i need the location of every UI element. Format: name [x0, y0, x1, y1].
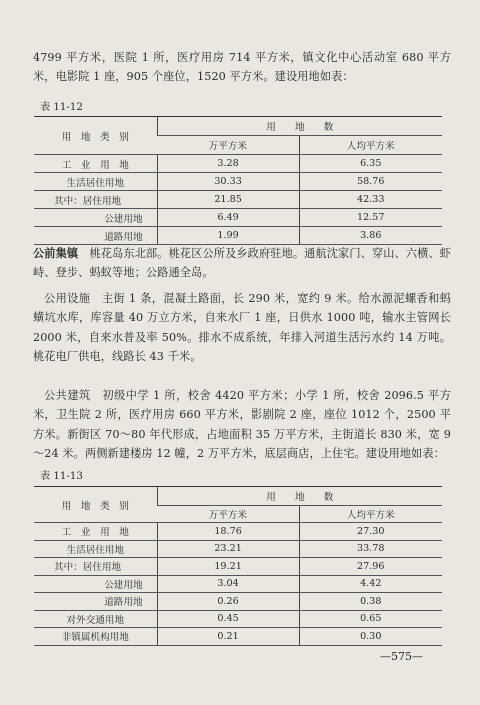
row-category: 道路用地: [34, 593, 157, 611]
row-area: 21.85: [157, 191, 299, 209]
table-row: [34, 227, 442, 245]
row-area: 0.45: [157, 610, 299, 628]
row-area: 0.21: [157, 628, 299, 646]
row-category: 工 业 用 地: [34, 523, 157, 541]
row-per-capita: 33.78: [299, 540, 442, 558]
header-col-area: 万平方米: [157, 506, 299, 523]
row-per-capita: 0.65: [299, 610, 442, 628]
row-area: 19.21: [157, 558, 299, 576]
section-text: 主街 1 条，混凝土路面，长 290 米，宽约 9 米。给水源泥螺香和蚂蟥坑水库，库容量 40 万立方米，自来水厂 1 座，日供水 1000 吨，输水主管网长 2000 米，自来水普及率 50%。排水不成系统，年排入河道生活污水约 14 万吨。桃花电厂供电，线路长 43 千米。: [33, 292, 452, 363]
row-per-capita: 42.33: [299, 191, 442, 209]
table-row: [34, 628, 442, 646]
table-row: [34, 173, 442, 191]
table-label: 表 11-13: [40, 471, 83, 482]
row-per-capita: 58.76: [299, 173, 442, 191]
table-row: [34, 155, 442, 173]
row-category: 非镇属机构用地: [34, 628, 157, 646]
table-label: 表 11-12: [40, 102, 83, 113]
section-text: 初级中学 1 所，校舍 4420 平方米；小学 1 所，校舍 2096.5 平方米，卫生院 2 所，医疗用房 660 平方米，影剧院 2 座，座位 1012 个，2500 平方米。新街区 70～80 年代形成，占地面积 35 万平方米，主街道长 830 米，宽 9～24 米。两侧新建楼房 12 幢，2 万平方米，底层商店，上住宅。建设用地如表：: [33, 389, 451, 460]
table-row: [34, 209, 442, 227]
land-use-table-11-12: [34, 116, 442, 245]
row-area: 30.33: [157, 173, 299, 191]
header-col-per-capita: 人均平方米: [299, 506, 442, 523]
row-per-capita: 4.42: [299, 575, 442, 593]
row-category: 公建用地: [34, 575, 157, 593]
table-row: [34, 540, 442, 558]
row-category: 对外交通用地: [34, 610, 157, 628]
header-group: 用 地 数: [157, 487, 442, 506]
row-category: 其中：居住用地: [34, 558, 157, 576]
header-group: 用 地 数: [157, 117, 442, 136]
row-area: 3.28: [157, 155, 299, 173]
row-area: 3.04: [157, 575, 299, 593]
row-category: 生活居住用地: [34, 540, 157, 558]
table-row: [34, 523, 442, 541]
row-category: 公建用地: [34, 209, 157, 227]
section-heading: 公共建筑: [44, 389, 91, 402]
section-text: 桃花岛东北部。桃花区公所及乡政府驻地。通航沈家门、穿山、六横、虾峙、登步、蚂蚁等地；公路通全岛。: [33, 247, 452, 280]
table-row: [34, 593, 442, 611]
section-town: [33, 244, 451, 283]
table-row: [34, 191, 442, 209]
row-area: 0.26: [157, 593, 299, 611]
row-area: 23.21: [157, 540, 299, 558]
land-use-table-11-13: [34, 486, 442, 646]
row-area: 6.49: [157, 209, 299, 227]
section-buildings: [33, 386, 451, 463]
row-per-capita: 27.96: [299, 558, 442, 576]
row-category: 工 业 用 地: [34, 155, 157, 173]
row-category: 生活居住用地: [34, 173, 157, 191]
row-per-capita: 0.30: [299, 628, 442, 646]
row-area: 1.99: [157, 227, 299, 245]
page-number: —575—: [380, 650, 423, 663]
row-per-capita: 27.30: [299, 523, 442, 541]
row-category: 其中：居住用地: [34, 191, 157, 209]
section-heading: 公用设施: [44, 292, 91, 305]
section-facilities: [33, 289, 451, 366]
row-area: 18.76: [157, 523, 299, 541]
table-row: [34, 558, 442, 576]
intro-paragraph: 4799 平方米，医院 1 所，医疗用房 714 平方米，镇文化中心活动室 680 平方米，电影院 1 座，905 个座位，1520 平方米。建设用地如表：: [33, 51, 451, 84]
header-category: 用 地 类 别: [34, 117, 157, 155]
row-per-capita: 6.35: [299, 155, 442, 173]
header-col-area: 万平方米: [157, 136, 299, 155]
row-per-capita: 12.57: [299, 209, 442, 227]
header-col-per-capita: 人均平方米: [299, 136, 442, 155]
row-category: 道路用地: [34, 227, 157, 245]
header-category: 用 地 类 别: [34, 487, 157, 523]
section-heading: 公前集镇: [33, 246, 79, 260]
table-row: [34, 575, 442, 593]
table-row: [34, 610, 442, 628]
row-per-capita: 3.86: [299, 227, 442, 245]
row-per-capita: 0.38: [299, 593, 442, 611]
